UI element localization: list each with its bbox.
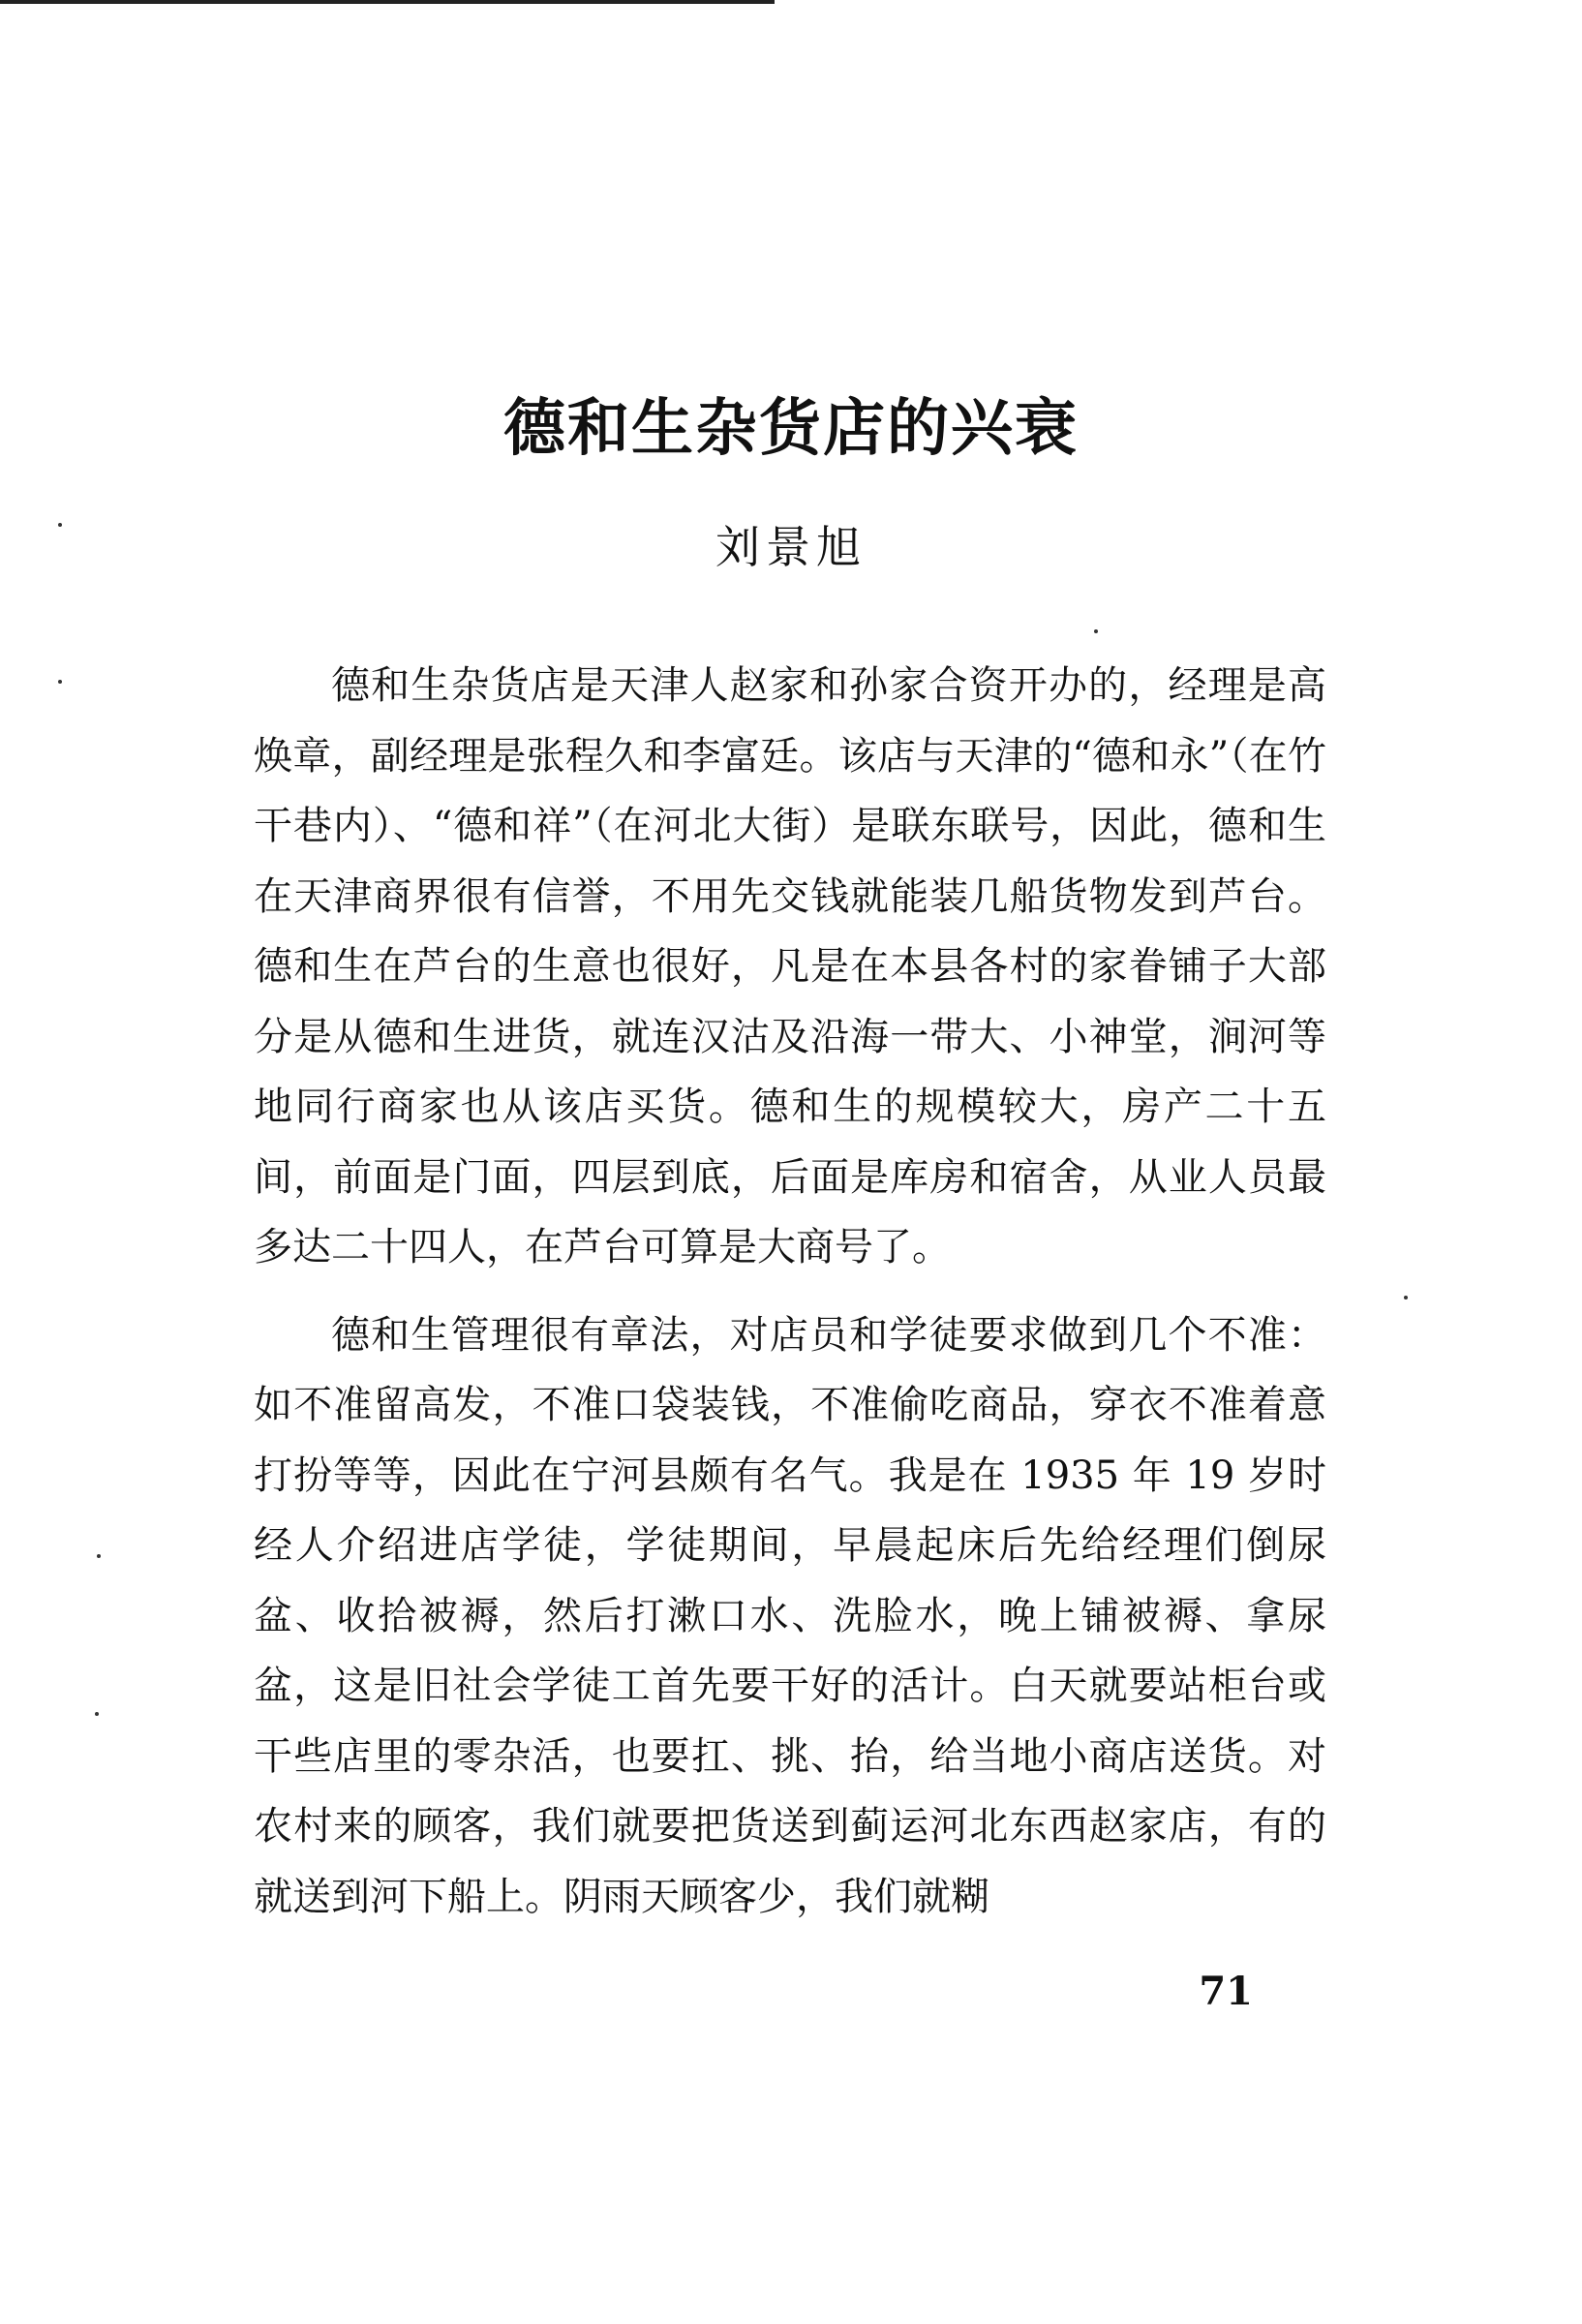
body-paragraph: 德和生管理很有章法，对店员和学徒要求做到几个不准：如不准留高发，不准口袋装钱，不准偷吃商品，穿衣不准着意打扮等等，因此在宁河县颇有名气。我是在 1935 年 19 岁时经人介绍进店学徒，学徒期间，早晨起床后先给经理们倒尿盆、收拾被褥，然后打漱口水、洗脸水，晚上铺被褥、拿尿盆，这是旧社会学徒工首先要干好的活计。白天就要站柜台或干些店里的零杂活，也要扛、挑、抬，给当地小商店送货。对农村来的顾客，我们就要把货送到蓟运河北东西赵家店，有的就送到河下船上。阴雨天顾客少，我们就糊 bbox=[254, 1312, 1326, 1919]
scan-speck bbox=[58, 523, 62, 527]
scan-speck bbox=[58, 680, 62, 684]
article-body bbox=[254, 651, 1326, 1949]
scan-speck bbox=[95, 1712, 99, 1716]
article-author: 刘景旭 bbox=[715, 521, 867, 573]
article-title: 德和生杂货店的兴衰 bbox=[503, 391, 1079, 465]
scan-speck bbox=[97, 1554, 101, 1558]
body-paragraph: 德和生杂货店是天津人赵家和孙家合资开办的，经理是高焕章，副经理是张程久和李富廷。该店与天津的“德和永”（在竹干巷内）、“德和祥”（在河北大街）是联东联号，因此，德和生在天津商界很有信誉，不用先交钱就能装几船货物发到芦台。德和生在芦台的生意也很好，凡是在本县各村的家眷铺子大部分是从德和生进货，就连汉沽及沿海一带大、小神堂，涧河等地同行商家也从该店买货。德和生的规模较大，房产二十五间，前面是门面，四层到底，后面是库房和宿舍，从业人员最多达二十四人，在芦台可算是大商号了。 bbox=[254, 663, 1326, 1269]
page-number: 71 bbox=[1199, 1969, 1253, 2014]
scan-speck bbox=[1404, 1296, 1408, 1300]
top-border-rule bbox=[0, 0, 775, 4]
scan-speck bbox=[1094, 629, 1098, 633]
